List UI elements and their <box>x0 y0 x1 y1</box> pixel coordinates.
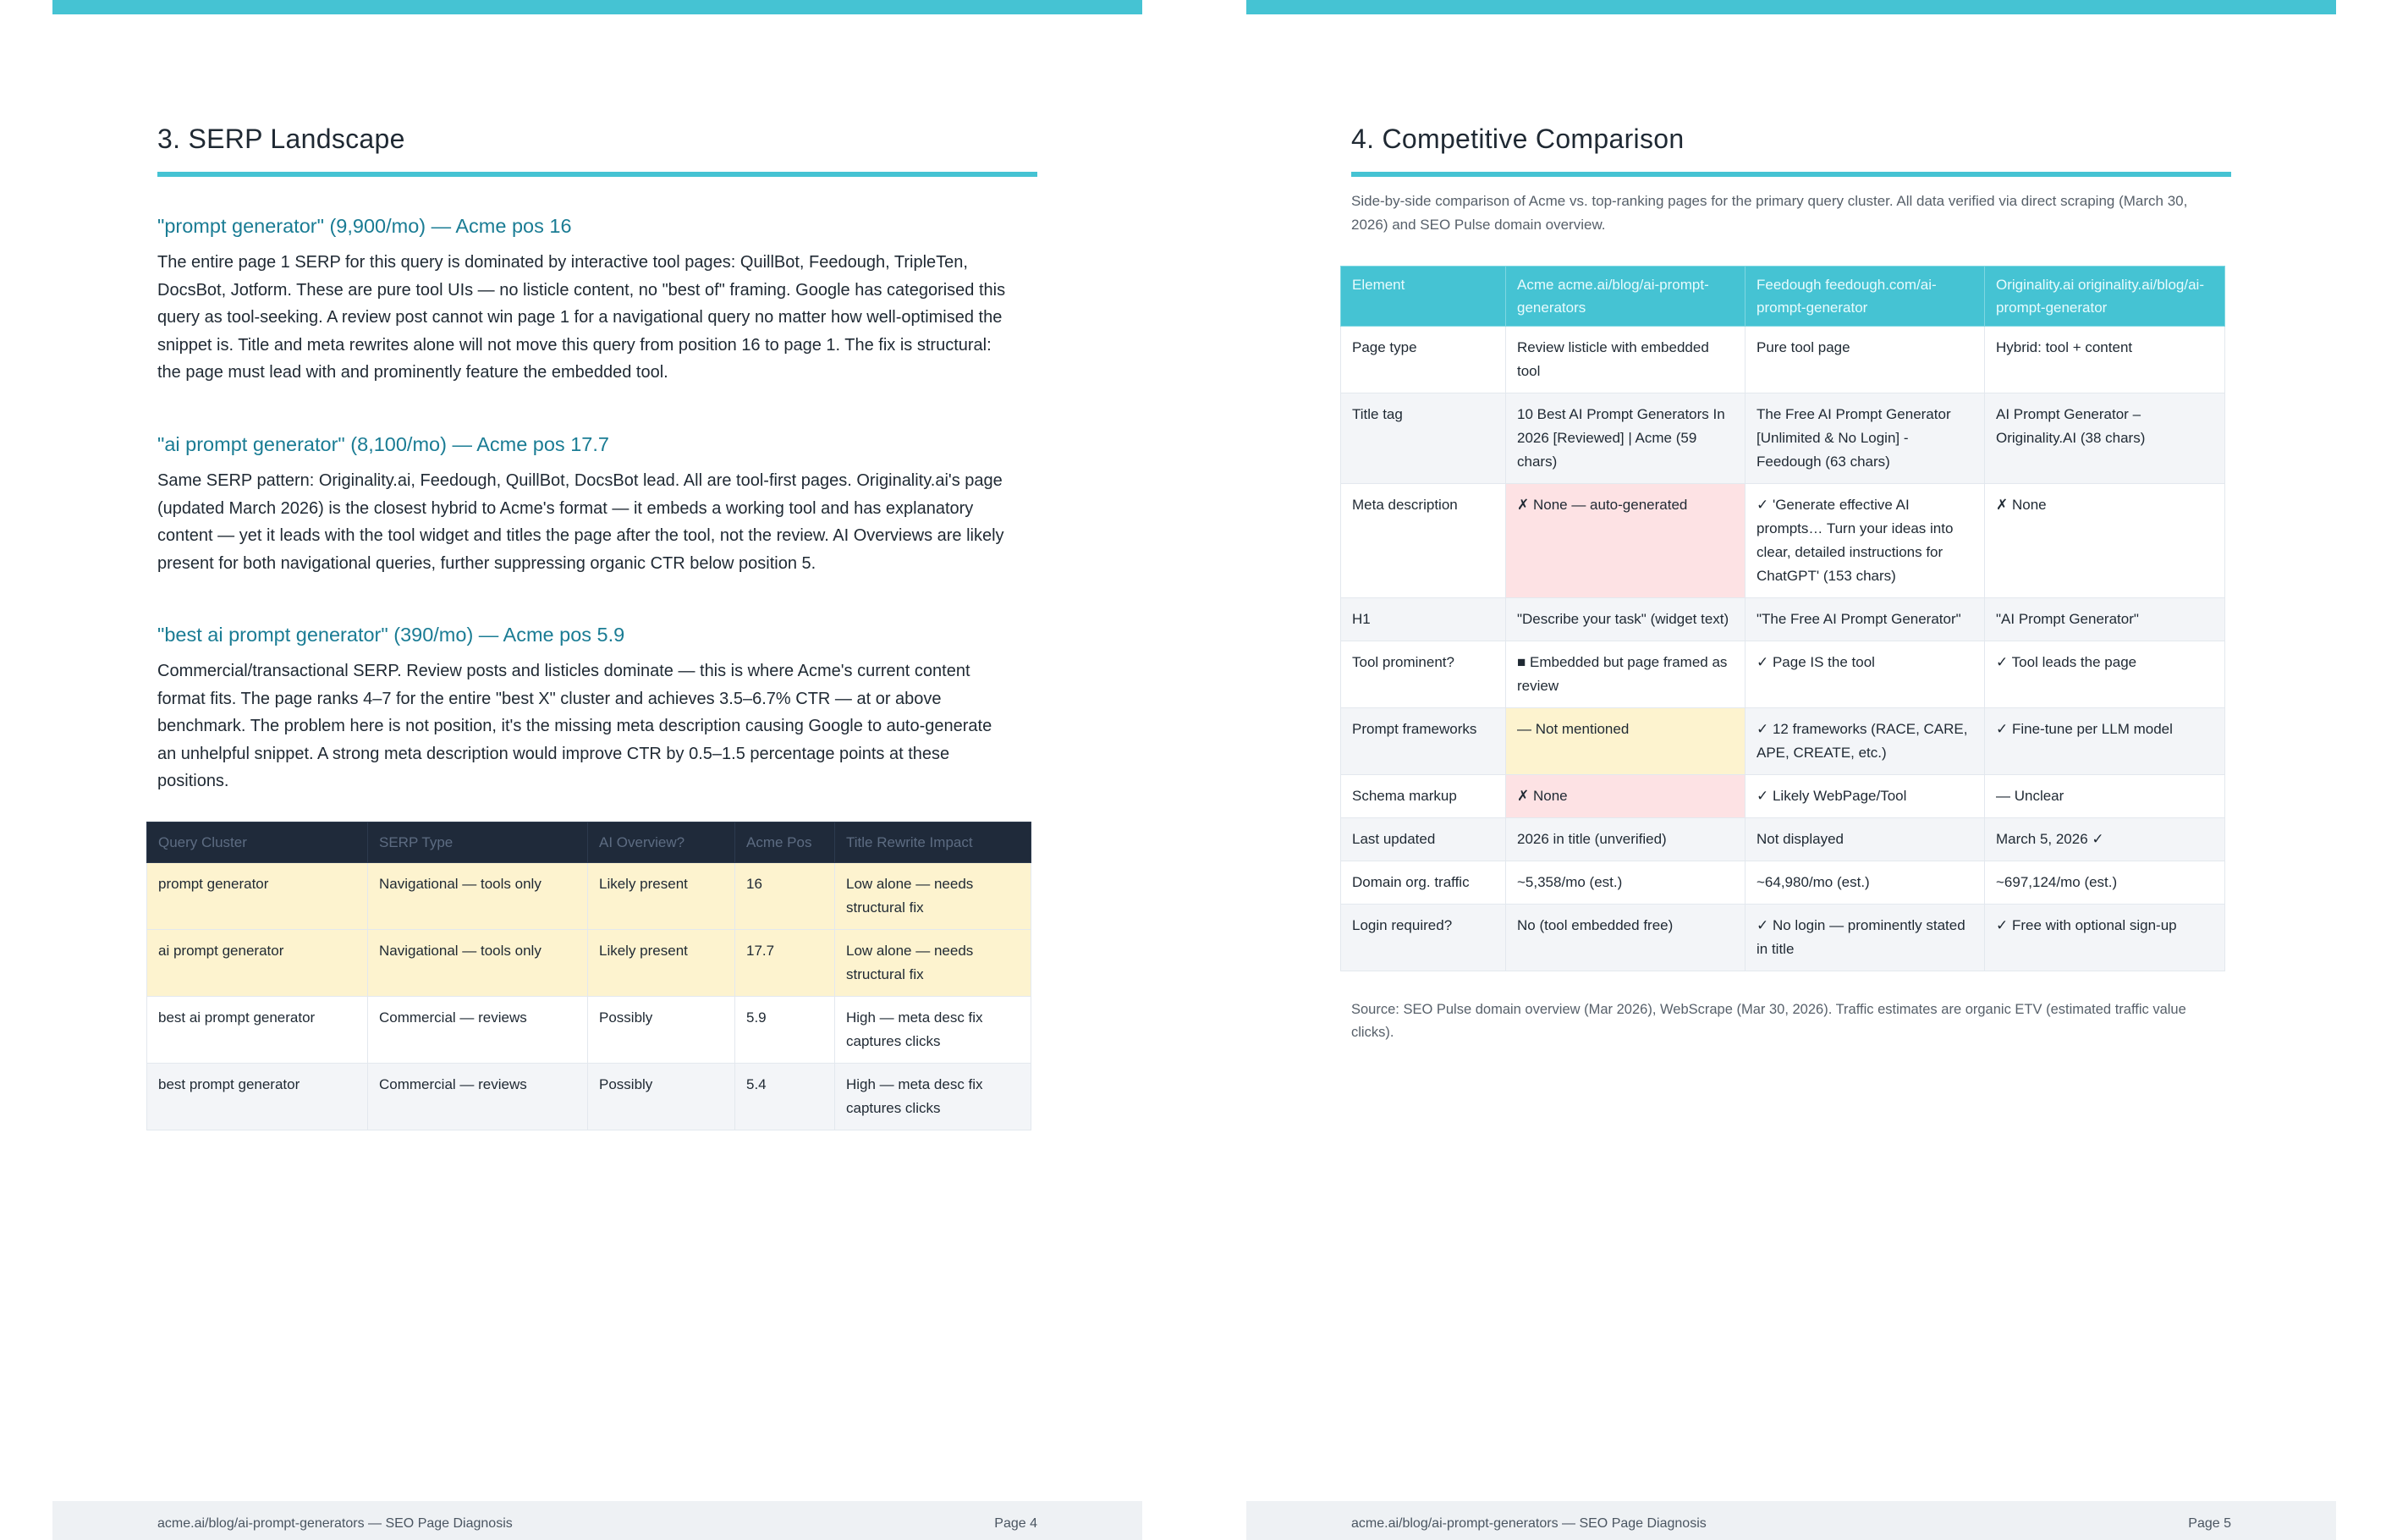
table-cell: Commercial — reviews <box>368 1064 588 1130</box>
footer-page-number: Page 4 <box>994 1516 1037 1531</box>
table-row <box>1341 393 2225 484</box>
table-cell: Schema markup <box>1341 775 1506 818</box>
table-cell: ✓ Page IS the tool <box>1746 641 1985 708</box>
table-cell: "AI Prompt Generator" <box>1985 598 2225 641</box>
table-cell: Not displayed <box>1746 818 1985 861</box>
table-header-row <box>147 822 1031 863</box>
table-cell: High — meta desc fix captures clicks <box>835 1064 1031 1130</box>
section-rule <box>157 172 1037 177</box>
table-cell: — Not mentioned <box>1506 708 1746 775</box>
table-cell: Commercial — reviews <box>368 997 588 1064</box>
table-cell: Title tag <box>1341 393 1506 484</box>
table-row <box>147 1064 1031 1130</box>
table-cell: ai prompt generator <box>147 930 368 997</box>
footer-doc-title: acme.ai/blog/ai-prompt-generators — SEO Page Diagnosis <box>1351 1516 1707 1531</box>
section-intro: Side-by-side comparison of Acme vs. top-ranking pages for the primary query cluster. All data verified via direct scraping (March 30, 2026) and SEO Pulse domain overview. <box>1351 193 2188 233</box>
subsection-heading: "ai prompt generator" (8,100/mo) — Acme pos 17.7 <box>157 433 609 455</box>
table-cell: The Free AI Prompt Generator [Unlimited & No Login] - Feedough (63 chars) <box>1746 393 1985 484</box>
table-cell: ✗ None <box>1506 775 1746 818</box>
subsection-heading: "prompt generator" (9,900/mo) — Acme pos 16 <box>157 215 572 237</box>
table-header: Acme Pos <box>735 822 835 863</box>
table-cell: Pure tool page <box>1746 327 1985 393</box>
table-cell: No (tool embedded free) <box>1506 905 1746 971</box>
footer-doc-title: acme.ai/blog/ai-prompt-generators — SEO Page Diagnosis <box>157 1516 513 1531</box>
table-cell: Prompt frameworks <box>1341 708 1506 775</box>
table-cell: "The Free AI Prompt Generator" <box>1746 598 1985 641</box>
table-header: Originality.ai originality.ai/blog/ai-prompt-generator <box>1985 267 2225 327</box>
table-row <box>1341 327 2225 393</box>
table-cell: ~64,980/mo (est.) <box>1746 861 1985 905</box>
table-header: Query Cluster <box>147 822 368 863</box>
footer-page-number: Page 5 <box>2188 1516 2231 1531</box>
table-cell: ~697,124/mo (est.) <box>1985 861 2225 905</box>
table-cell: 16 <box>735 863 835 930</box>
page-top-bar <box>1246 0 2336 14</box>
table-cell: Tool prominent? <box>1341 641 1506 708</box>
table-header: Title Rewrite Impact <box>835 822 1031 863</box>
serp-table <box>146 822 1031 1130</box>
subsection-body: The entire page 1 SERP for this query is dominated by interactive tool pages: QuillBot, Feedough, TripleTen, DocsBot, Jotform. These are pure tool UIs — no listicle content, no "best of" framing. Google has categorised this query as tool-seeking. A review post cannot win page 1 for a navigational query no matter how well-optimised the snippet is. Title and meta rewrites alone will not move this query from position 16 to page 1. The fix is structural: the page must lead with and prominently feature the embedded tool. <box>157 253 1006 382</box>
table-row <box>1341 775 2225 818</box>
table-cell: best ai prompt generator <box>147 997 368 1064</box>
table-header: SERP Type <box>368 822 588 863</box>
table-row <box>1341 905 2225 971</box>
section-title: 3. SERP Landscape <box>157 124 405 154</box>
table-cell: AI Prompt Generator – Originality.AI (38 chars) <box>1985 393 2225 484</box>
table-cell: 17.7 <box>735 930 835 997</box>
table-row <box>1341 861 2225 905</box>
table-row <box>147 930 1031 997</box>
table-header: AI Overview? <box>588 822 735 863</box>
table-cell: prompt generator <box>147 863 368 930</box>
table-cell: ✓ 12 frameworks (RACE, CARE, APE, CREATE, etc.) <box>1746 708 1985 775</box>
table-cell: 10 Best AI Prompt Generators In 2026 [Reviewed] | Acme (59 chars) <box>1506 393 1746 484</box>
table-cell: Meta description <box>1341 484 1506 598</box>
table-header: Element <box>1341 267 1506 327</box>
table-row <box>147 997 1031 1064</box>
table-cell: ✓ Free with optional sign-up <box>1985 905 2225 971</box>
table-cell: ✗ None — auto-generated <box>1506 484 1746 598</box>
table-cell: Low alone — needs structural fix <box>835 930 1031 997</box>
table-source-note: Source: SEO Pulse domain overview (Mar 2026), WebScrape (Mar 30, 2026). Traffic estimates are organic ETV (estimated traffic value clicks). <box>1351 1002 2186 1040</box>
table-cell: Login required? <box>1341 905 1506 971</box>
section-title: 4. Competitive Comparison <box>1351 124 1685 154</box>
table-cell: ✓ 'Generate effective AI prompts… Turn your ideas into clear, detailed instructions for ChatGPT' (153 chars) <box>1746 484 1985 598</box>
table-cell: Hybrid: tool + content <box>1985 327 2225 393</box>
table-cell: Likely present <box>588 930 735 997</box>
table-cell: 2026 in title (unverified) <box>1506 818 1746 861</box>
table-cell: ✗ None <box>1985 484 2225 598</box>
comparison-table <box>1340 266 2225 971</box>
table-cell: — Unclear <box>1985 775 2225 818</box>
table-cell: "Describe your task" (widget text) <box>1506 598 1746 641</box>
table-cell: Low alone — needs structural fix <box>835 863 1031 930</box>
table-cell: Domain org. traffic <box>1341 861 1506 905</box>
table-cell: Likely present <box>588 863 735 930</box>
table-cell: March 5, 2026 ✓ <box>1985 818 2225 861</box>
table-cell: ~5,358/mo (est.) <box>1506 861 1746 905</box>
table-cell: Navigational — tools only <box>368 863 588 930</box>
table-row <box>1341 484 2225 598</box>
table-cell: ✓ Tool leads the page <box>1985 641 2225 708</box>
table-cell: Possibly <box>588 1064 735 1130</box>
table-cell: best prompt generator <box>147 1064 368 1130</box>
table-header: Feedough feedough.com/ai-prompt-generator <box>1746 267 1985 327</box>
table-row <box>147 863 1031 930</box>
table-header-row <box>1341 267 2225 327</box>
table-row <box>1341 641 2225 708</box>
page-5 <box>1246 0 2336 1540</box>
table-cell: Possibly <box>588 997 735 1064</box>
table-cell: Page type <box>1341 327 1506 393</box>
table-cell: H1 <box>1341 598 1506 641</box>
subsection-body: Commercial/transactional SERP. Review posts and listicles dominate — this is where Acme's current content format fits. The page ranks 4–7 for the entire "best X" cluster and achieves 3.5–6.7% CTR — at or above benchmark. The problem here is not position, it's the missing meta description causing Google to auto-generate an unhelpful snippet. A strong meta description would improve CTR by 0.5–1.5 percentage points at these positions. <box>157 662 992 790</box>
table-header: Acme acme.ai/blog/ai-prompt-generators <box>1506 267 1746 327</box>
table-cell: ■ Embedded but page framed as review <box>1506 641 1746 708</box>
table-row <box>1341 818 2225 861</box>
table-cell: Last updated <box>1341 818 1506 861</box>
table-row <box>1341 598 2225 641</box>
subsection-heading: "best ai prompt generator" (390/mo) — Acme pos 5.9 <box>157 624 625 646</box>
table-cell: Navigational — tools only <box>368 930 588 997</box>
table-cell: Review listicle with embedded tool <box>1506 327 1746 393</box>
page-top-bar <box>52 0 1142 14</box>
table-cell: ✓ Fine-tune per LLM model <box>1985 708 2225 775</box>
subsection-body: Same SERP pattern: Originality.ai, Feedough, QuillBot, DocsBot lead. All are tool-first pages. Originality.ai's page (updated March 2026) is the closest hybrid to Acme's format — it embeds a working tool and has explanatory content — yet it leads with the tool widget and titles the page after the tool, not the review. AI Overviews are likely present for both navigational queries, further suppressing organic CTR below position 5. <box>157 471 1004 573</box>
table-cell: ✓ Likely WebPage/Tool <box>1746 775 1985 818</box>
page-4 <box>52 0 1142 1540</box>
table-row <box>1341 708 2225 775</box>
table-cell: 5.4 <box>735 1064 835 1130</box>
section-rule <box>1351 172 2231 177</box>
table-cell: ✓ No login — prominently stated in title <box>1746 905 1985 971</box>
table-cell: High — meta desc fix captures clicks <box>835 997 1031 1064</box>
table-cell: 5.9 <box>735 997 835 1064</box>
